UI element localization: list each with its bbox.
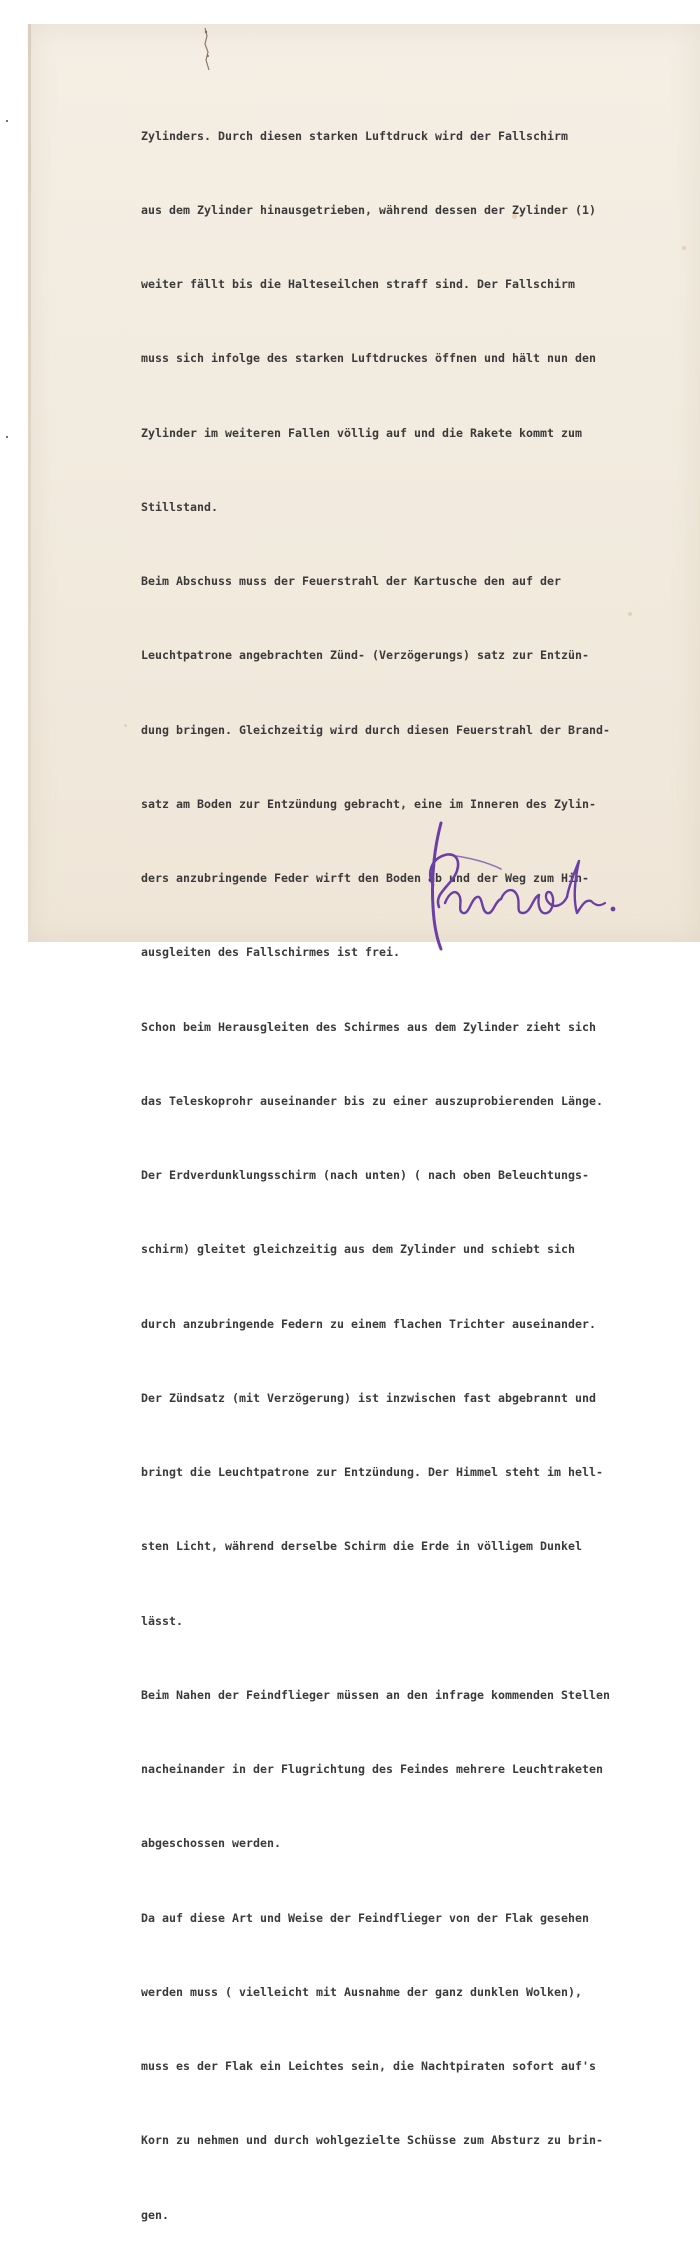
text-line: sten Licht, während derselbe Schirm die Erde in völligem Dunkel bbox=[141, 1539, 583, 1554]
text-line: Da auf diese Art und Weise der Feindflieger von der Flak gesehen bbox=[141, 1910, 590, 1925]
text-line: muss sich infolge des starken Luftdruckes öffnen und hält nun den bbox=[141, 351, 597, 366]
stain-mark bbox=[124, 724, 127, 727]
typewritten-body bbox=[141, 74, 686, 2252]
text-line: Der Erdverdunklungsschirm (nach unten) ( nach oben Beleuchtungs- bbox=[141, 1168, 590, 1182]
text-line: muss es der Flak ein Leichtes sein, die Nachtpiraten sofort auf's bbox=[141, 2059, 597, 2073]
text-line: das Teleskoprohr auseinander bis zu einer auszuprobierenden Länge. bbox=[141, 1093, 604, 1108]
text-line: Beim Nahen der Feindflieger müssen an den infrage kommenden Stellen bbox=[141, 1687, 611, 1702]
text-line: nacheinander in der Flugrichtung des Feindes mehrere Leuchtraketen bbox=[141, 1762, 604, 1776]
text-line: Zylinders. Durch diesen starken Luftdruck wird der Fallschirm bbox=[141, 128, 569, 143]
text-line: Der Zündsatz (mit Verzögerung) ist inzwischen fast abgebrannt und bbox=[141, 1390, 597, 1405]
text-line: dung bringen. Gleichzeitig wird durch diesen Feuerstrahl der Brand- bbox=[141, 722, 611, 737]
pin-hole-mark bbox=[200, 26, 214, 74]
text-line: ders anzubringende Feder wirft den Boden ab und der Weg zum Hin- bbox=[141, 871, 590, 885]
text-line: weiter fällt bis die Halteseilchen straff sind. Der Fallschirm bbox=[141, 277, 576, 291]
text-line: Leuchtpatrone angebrachten Zünd- (Verzögerungs) satz zur Entzün- bbox=[141, 648, 590, 663]
text-line: abgeschossen werden. bbox=[141, 1836, 282, 1851]
text-line: bringt die Leuchtpatrone zur Entzündung. Der Himmel steht im hell- bbox=[141, 1465, 604, 1479]
text-line: Schon beim Herausgleiten des Schirmes aus dem Zylinder zieht sich bbox=[141, 1019, 597, 1034]
text-line: ausgleiten des Fallschirmes ist frei. bbox=[141, 945, 401, 960]
margin-dot bbox=[6, 120, 8, 122]
text-line: satz am Boden zur Entzündung gebracht, eine im Inneren des Zylin- bbox=[141, 796, 597, 811]
text-line: Korn zu nehmen und durch wohlgezielte Schüsse zum Absturz zu brin- bbox=[141, 2133, 604, 2148]
text-line: gen. bbox=[141, 2207, 170, 2222]
margin-dot bbox=[6, 436, 8, 438]
sheet-left-edge bbox=[28, 24, 31, 942]
text-line: Zylinder im weiteren Fallen völlig auf und die Rakete kommt zum bbox=[141, 425, 583, 440]
text-line: aus dem Zylinder hinausgetrieben, während dessen der Zylinder (1) bbox=[141, 202, 597, 217]
text-line: lässt. bbox=[141, 1613, 184, 1628]
text-line: Beim Abschuss muss der Feuerstrahl der Kartusche den auf der bbox=[141, 574, 562, 588]
handwritten-signature bbox=[405, 815, 625, 955]
text-line: Stillstand. bbox=[141, 499, 219, 514]
text-line: schirm) gleitet gleichzeitig aus dem Zylinder und schiebt sich bbox=[141, 1242, 576, 1257]
text-line: durch anzubringende Federn zu einem flachen Trichter auseinander. bbox=[141, 1316, 597, 1331]
text-line: werden muss ( vielleicht mit Ausnahme der ganz dunklen Wolken), bbox=[141, 1984, 583, 1999]
